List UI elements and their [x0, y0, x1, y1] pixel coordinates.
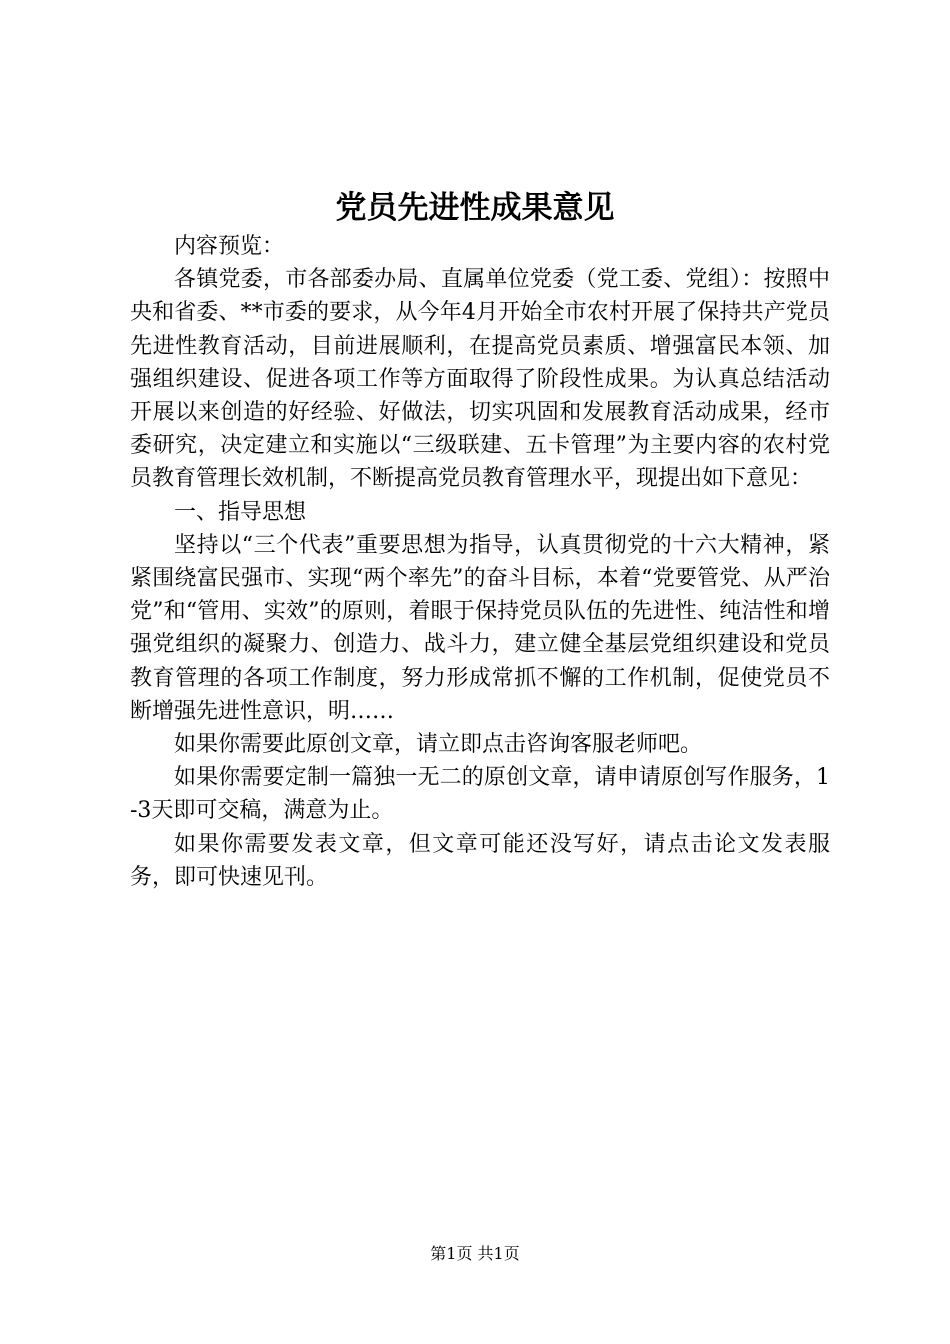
document-title: 党员先进性成果意见 — [335, 190, 615, 226]
paragraph-contact-service: 如果你需要此原创文章，请立即点击咨询客服老师吧。 — [174, 732, 703, 758]
paragraph-intro: 各镇党委，市各部委办局、直属单位党委（党工委、党组）：按照中央和省委、**市委的要求，从今年4月开始全市农村开展了保持共产党员先进性教育活动，目前进展顺利，在提高党员素质、增强富民本领、加强组织建设、促进各项工作等方面取得了阶段性成果。为认真总结活动开展以来创造的好经验、好做法，切实巩固和发展教育活动成果，经市委研究，决定建立和实施以“三级联建、五卡管理”为主要内容的农村党员教育管理长效机制，不断提高党员教育管理水平，现提出如下意见： — [130, 267, 830, 492]
preview-label: 内容预览： — [174, 234, 285, 259]
page-footer: 第1页 共1页 — [430, 1244, 520, 1263]
document-body — [130, 230, 830, 894]
paragraph-guiding-thought: 坚持以“三个代表”重要思想为指导，认真贯彻党的十六大精神，紧紧围绕富民强市、实现“两个率先”的奋斗目标，本着“党要管党、从严治党”和“管用、实效”的原则，着眼于保持党员队伍的先进性、纯洁性和增强党组织的凝聚力、创造力、战斗力，建立健全基层党组织建设和党员教育管理的各项工作制度，努力形成常抓不懈的工作机制，促使党员不断增强先进性意识，明…… — [130, 532, 830, 724]
paragraph-publish-service: 如果你需要发表文章，但文章可能还没写好，请点击论文发表服务，即可快速见刊。 — [130, 831, 830, 890]
paragraph-custom-writing: 如果你需要定制一篇独一无二的原创文章，请申请原创写作服务，1-3天即可交稿，满意为止。 — [130, 765, 830, 824]
section-heading: 一、指导思想 — [174, 499, 307, 525]
